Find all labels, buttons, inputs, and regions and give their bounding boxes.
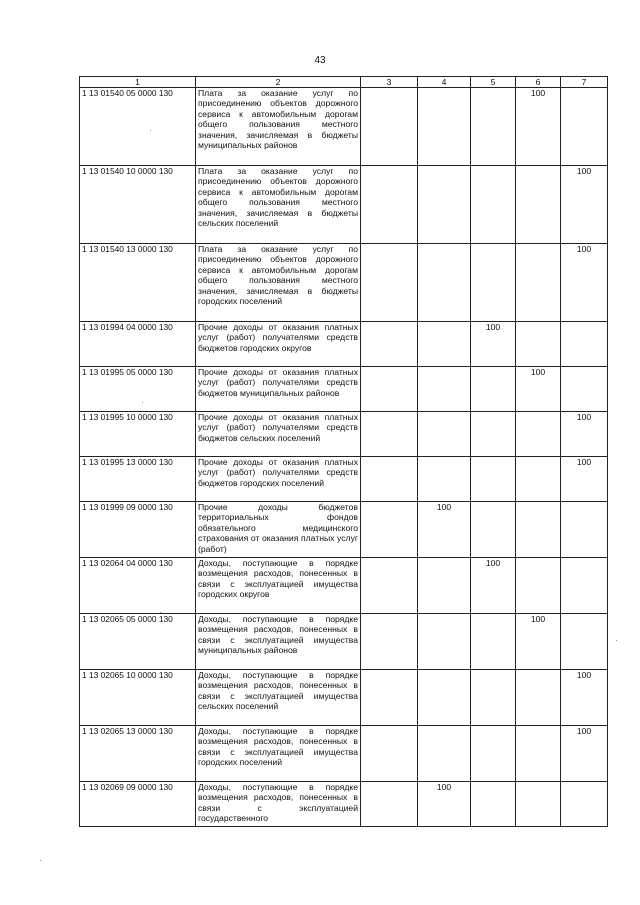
col6-value-cell xyxy=(516,166,561,244)
revenue-code-cell: 1 13 01540 10 0000 130 xyxy=(80,166,196,244)
table-row xyxy=(80,322,608,367)
col5-value-cell xyxy=(471,244,516,322)
scan-speckle xyxy=(150,130,151,131)
revenue-description-cell: Доходы, поступающие в порядке возмещения расходов, понесенных в связи с эксплуатацией имущества городских округов xyxy=(196,558,361,614)
scan-speckle xyxy=(40,860,41,861)
col7-value-cell xyxy=(561,782,608,827)
col4-value-cell xyxy=(418,166,471,244)
revenue-code-cell: 1 13 01999 09 0000 130 xyxy=(80,502,196,558)
col7-value-cell: 100 xyxy=(561,670,608,726)
col6-value-cell xyxy=(516,244,561,322)
col3-value-cell xyxy=(361,670,418,726)
col5-value-cell xyxy=(471,782,516,827)
header-col-1: 1 xyxy=(80,77,196,88)
col3-value-cell xyxy=(361,88,418,166)
col5-value-cell xyxy=(471,412,516,457)
revenue-code-cell: 1 13 02065 10 0000 130 xyxy=(80,670,196,726)
revenue-code-cell: 1 13 02064 04 0000 130 xyxy=(80,558,196,614)
col3-value-cell xyxy=(361,502,418,558)
col4-value-cell xyxy=(418,558,471,614)
col4-value-cell xyxy=(418,322,471,367)
col4-value-cell: 100 xyxy=(418,502,471,558)
col5-value-cell xyxy=(471,502,516,558)
revenue-code-cell: 1 13 01995 10 0000 130 xyxy=(80,412,196,457)
revenue-description-cell: Прочие доходы от оказания платных услуг (работ) получателями средств бюджетов городских поселений xyxy=(196,457,361,502)
table-row xyxy=(80,244,608,322)
scan-speckle xyxy=(160,612,161,613)
col7-value-cell: 100 xyxy=(561,457,608,502)
table-row xyxy=(80,726,608,782)
col7-value-cell xyxy=(561,558,608,614)
col5-value-cell xyxy=(471,88,516,166)
col4-value-cell xyxy=(418,412,471,457)
header-col-4: 4 xyxy=(418,77,471,88)
col3-value-cell xyxy=(361,782,418,827)
col4-value-cell xyxy=(418,614,471,670)
revenue-description-cell: Доходы, поступающие в порядке возмещения расходов, понесенных в связи с эксплуатацией имущества муниципальных районов xyxy=(196,614,361,670)
header-col-6: 6 xyxy=(516,77,561,88)
header-col-5: 5 xyxy=(471,77,516,88)
col7-value-cell xyxy=(561,502,608,558)
col7-value-cell xyxy=(561,367,608,412)
col6-value-cell: 100 xyxy=(516,88,561,166)
col4-value-cell xyxy=(418,457,471,502)
scan-speckle xyxy=(616,640,617,641)
revenue-description-cell: Прочие доходы от оказания платных услуг (работ) получателями средств бюджетов городских округов xyxy=(196,322,361,367)
table-row xyxy=(80,558,608,614)
table-row xyxy=(80,166,608,244)
col6-value-cell xyxy=(516,412,561,457)
revenue-description-cell: Прочие доходы от оказания платных услуг (работ) получателями средств бюджетов сельских поселений xyxy=(196,412,361,457)
col6-value-cell xyxy=(516,502,561,558)
table-row xyxy=(80,412,608,457)
col3-value-cell xyxy=(361,558,418,614)
col6-value-cell: 100 xyxy=(516,614,561,670)
revenue-description-cell: Доходы, поступающие в порядке возмещения расходов, понесенных в связи с эксплуатацией государственного xyxy=(196,782,361,827)
table-row xyxy=(80,88,608,166)
revenue-description-cell: Плата за оказание услуг по присоединению объектов дорожного сервиса к автомобильным дорогам общего пользования местного значения, зачисляемая в бюджеты сельских поселений xyxy=(196,166,361,244)
col6-value-cell xyxy=(516,670,561,726)
header-col-2: 2 xyxy=(196,77,361,88)
table-row xyxy=(80,782,608,827)
revenue-code-cell: 1 13 02065 13 0000 130 xyxy=(80,726,196,782)
table-row xyxy=(80,367,608,412)
header-col-7: 7 xyxy=(561,77,608,88)
col5-value-cell xyxy=(471,726,516,782)
col7-value-cell: 100 xyxy=(561,166,608,244)
col6-value-cell: 100 xyxy=(516,367,561,412)
table-header-row xyxy=(80,77,608,88)
revenue-code-cell: 1 13 01540 13 0000 130 xyxy=(80,244,196,322)
revenue-code-cell: 1 13 01995 05 0000 130 xyxy=(80,367,196,412)
col7-value-cell xyxy=(561,322,608,367)
col3-value-cell xyxy=(361,244,418,322)
col6-value-cell xyxy=(516,457,561,502)
table-row xyxy=(80,502,608,558)
col4-value-cell xyxy=(418,367,471,412)
col6-value-cell xyxy=(516,782,561,827)
revenue-code-cell: 1 13 02069 09 0000 130 xyxy=(80,782,196,827)
col4-value-cell xyxy=(418,88,471,166)
revenue-description-cell: Прочие доходы от оказания платных услуг (работ) получателями средств бюджетов муниципальных районов xyxy=(196,367,361,412)
col4-value-cell: 100 xyxy=(418,782,471,827)
col3-value-cell xyxy=(361,166,418,244)
header-col-3: 3 xyxy=(361,77,418,88)
col6-value-cell xyxy=(516,322,561,367)
revenue-description-cell: Доходы, поступающие в порядке возмещения расходов, понесенных в связи с эксплуатацией имущества городских поселений xyxy=(196,726,361,782)
col7-value-cell xyxy=(561,614,608,670)
col5-value-cell: 100 xyxy=(471,322,516,367)
col4-value-cell xyxy=(418,670,471,726)
revenue-code-cell: 1 13 02065 05 0000 130 xyxy=(80,614,196,670)
table-row xyxy=(80,614,608,670)
revenue-description-cell: Плата за оказание услуг по присоединению объектов дорожного сервиса к автомобильным дорогам общего пользования местного значения, зачисляемая в бюджеты городских поселений xyxy=(196,244,361,322)
col3-value-cell xyxy=(361,412,418,457)
col4-value-cell xyxy=(418,726,471,782)
revenue-description-cell: Прочие доходы бюджетов территориальных фондов обязательного медицинского страхования от оказания платных услуг (работ) xyxy=(196,502,361,558)
table-row xyxy=(80,457,608,502)
col6-value-cell xyxy=(516,558,561,614)
col5-value-cell: 100 xyxy=(471,558,516,614)
revenue-code-cell: 1 13 01995 13 0000 130 xyxy=(80,457,196,502)
table-row xyxy=(80,670,608,726)
col5-value-cell xyxy=(471,367,516,412)
scan-speckle xyxy=(142,402,143,403)
col4-value-cell xyxy=(418,244,471,322)
col3-value-cell xyxy=(361,457,418,502)
col3-value-cell xyxy=(361,614,418,670)
revenue-description-cell: Доходы, поступающие в порядке возмещения расходов, понесенных в связи с эксплуатацией имущества сельских поселений xyxy=(196,670,361,726)
revenue-code-cell: 1 13 01994 04 0000 130 xyxy=(80,322,196,367)
revenue-code-cell: 1 13 01540 05 0000 130 xyxy=(80,88,196,166)
page-number: 43 xyxy=(314,55,326,66)
col5-value-cell xyxy=(471,670,516,726)
budget-revenue-table xyxy=(79,76,608,827)
col3-value-cell xyxy=(361,367,418,412)
col7-value-cell: 100 xyxy=(561,726,608,782)
col7-value-cell: 100 xyxy=(561,412,608,457)
col7-value-cell: 100 xyxy=(561,244,608,322)
col5-value-cell xyxy=(471,457,516,502)
col6-value-cell xyxy=(516,726,561,782)
col3-value-cell xyxy=(361,726,418,782)
revenue-description-cell: Плата за оказание услуг по присоединению объектов дорожного сервиса к автомобильным дорогам общего пользования местного значения, зачисляемая в бюджеты муниципальных районов xyxy=(196,88,361,166)
col5-value-cell xyxy=(471,614,516,670)
col7-value-cell xyxy=(561,88,608,166)
col5-value-cell xyxy=(471,166,516,244)
col3-value-cell xyxy=(361,322,418,367)
